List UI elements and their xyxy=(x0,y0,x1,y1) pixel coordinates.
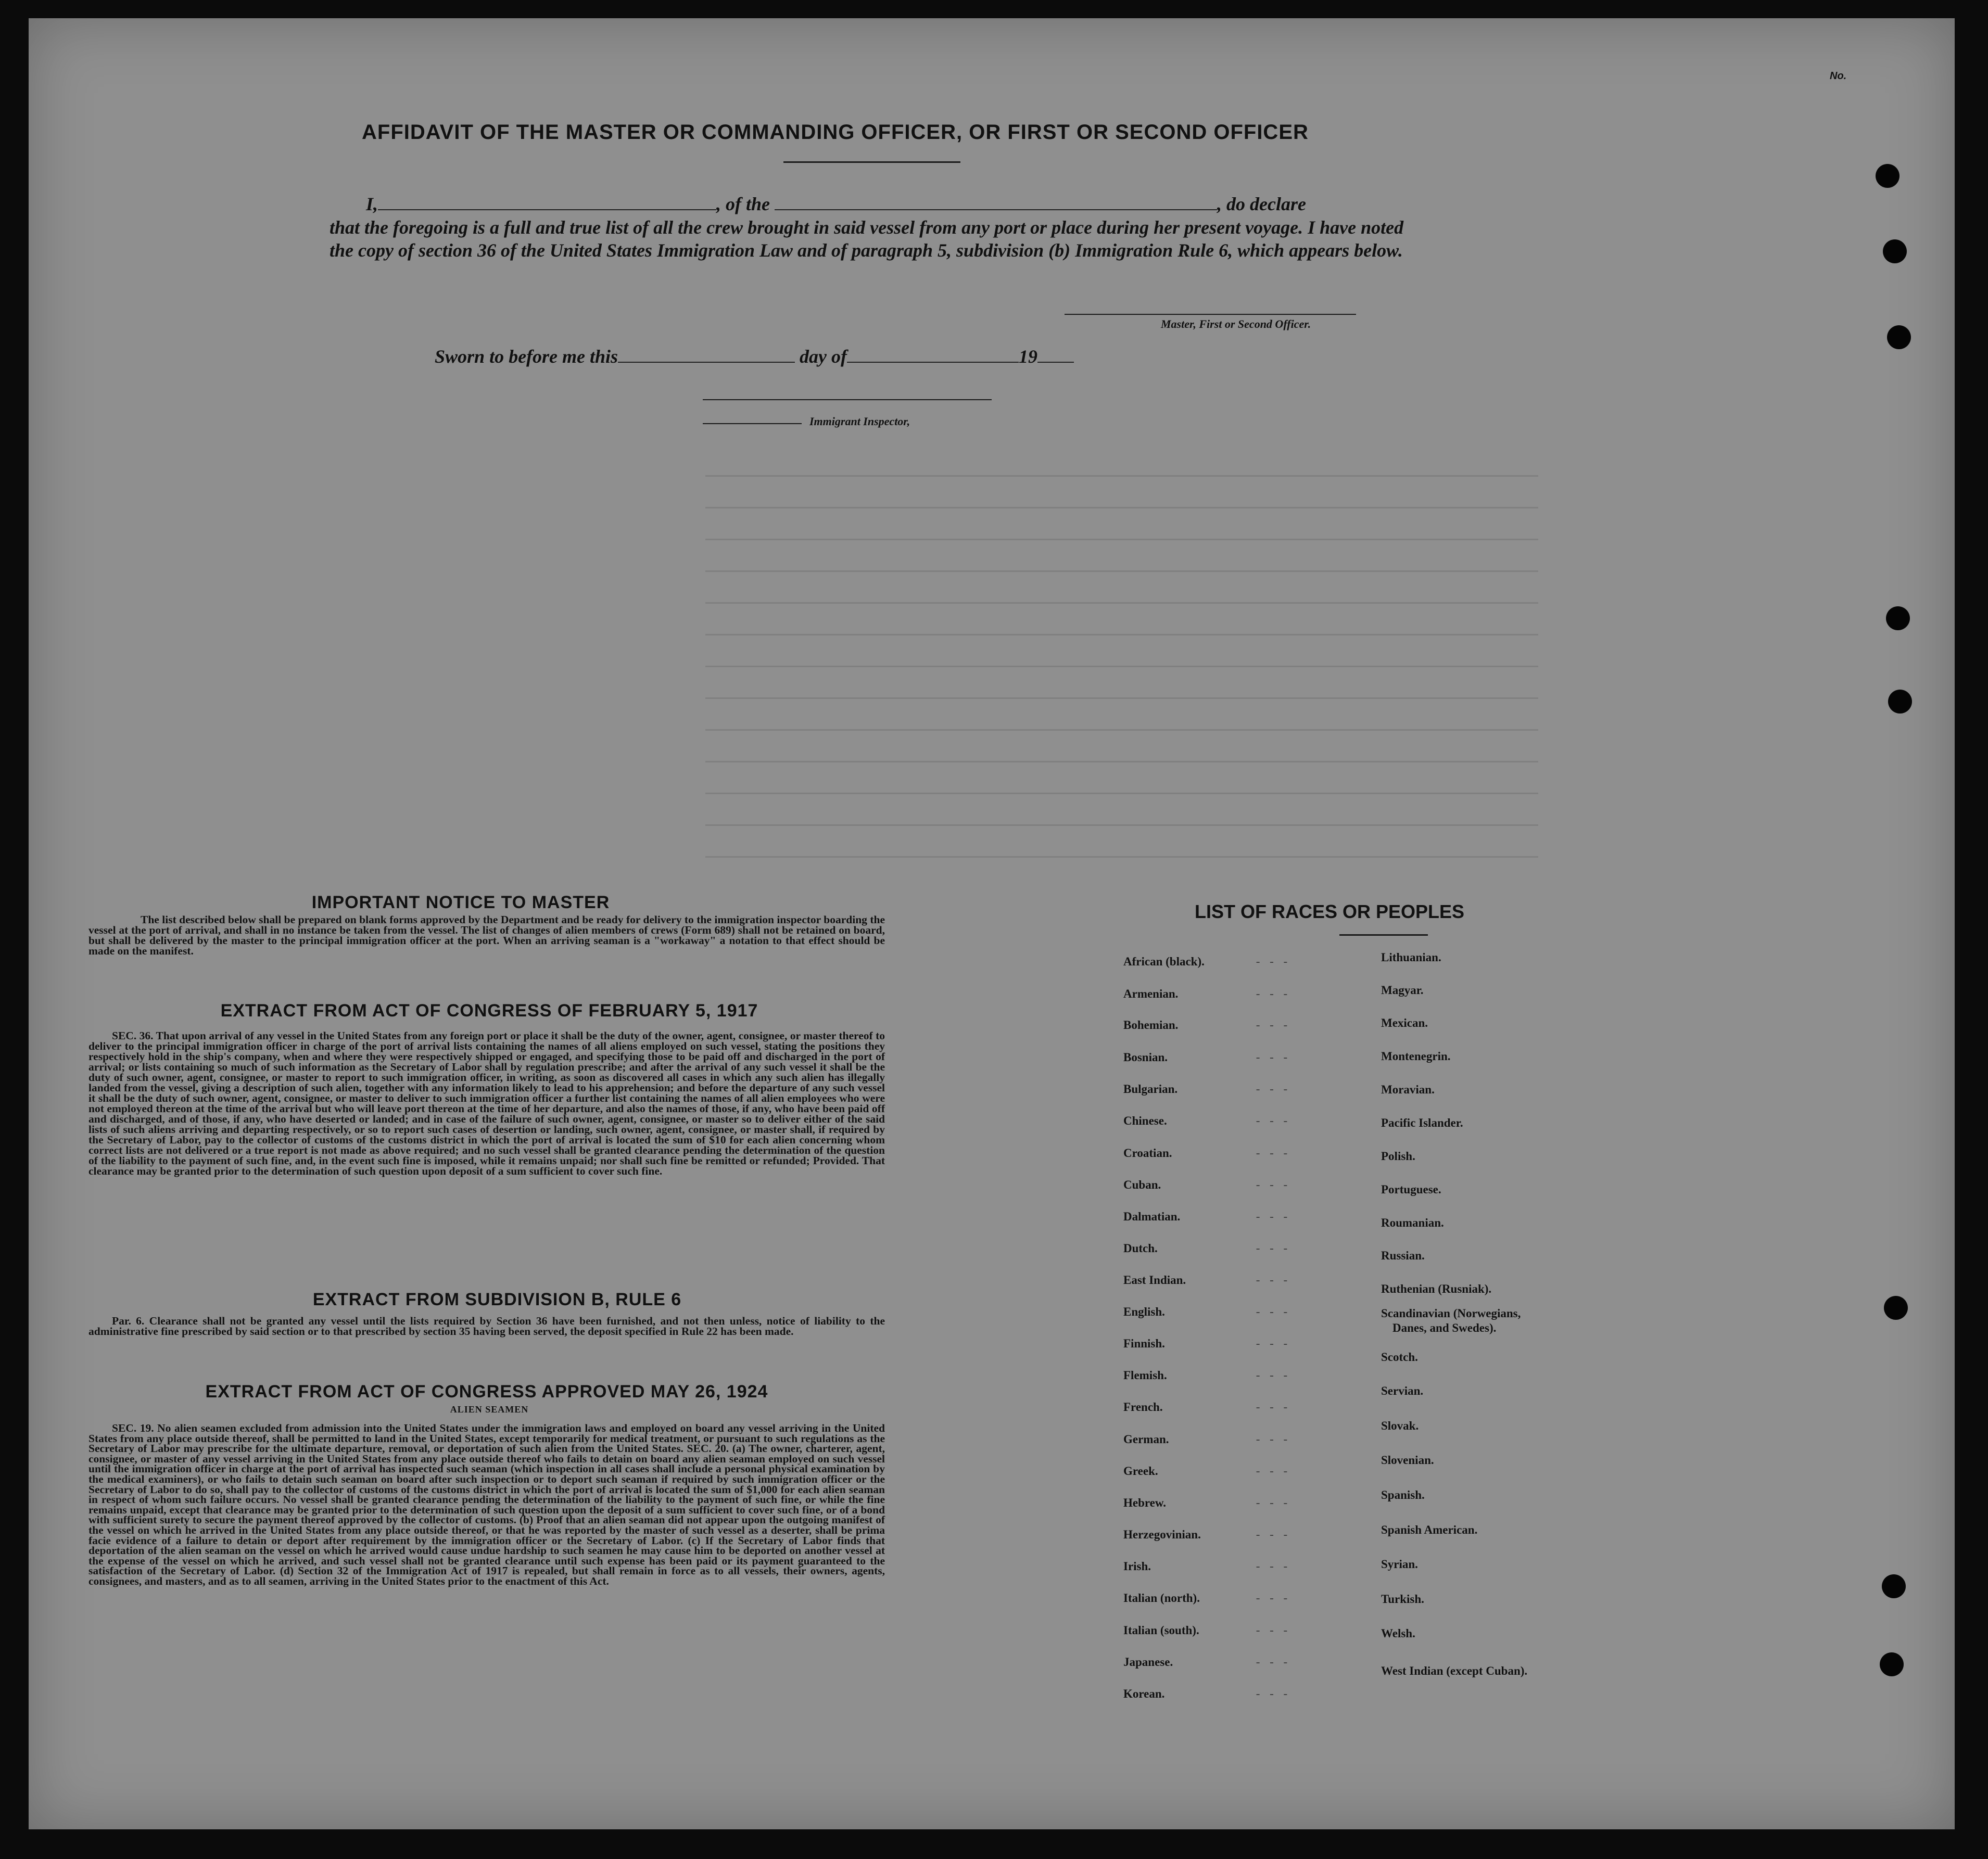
race-item: Moravian. xyxy=(1381,1083,1435,1096)
race-item: Portuguese. xyxy=(1381,1183,1441,1196)
race-scandinavian-continuation: Danes, and Swedes). xyxy=(1392,1321,1497,1334)
leader-dashes: - - - xyxy=(1255,1497,1289,1510)
race-item: Bosnian. xyxy=(1123,1051,1168,1064)
race-item: Dalmatian. xyxy=(1123,1210,1181,1223)
race-item: Herzegovinian. xyxy=(1123,1528,1201,1541)
binder-hole xyxy=(1886,606,1910,630)
race-item: African (black). xyxy=(1123,955,1205,968)
leader-dashes: - - - xyxy=(1255,1529,1289,1542)
leader-dashes: - - - xyxy=(1255,1306,1289,1319)
leader-dashes: - - - xyxy=(1255,1148,1289,1161)
sworn-day-label: day of xyxy=(800,346,847,367)
binder-hole xyxy=(1876,164,1900,188)
leader-dashes: - - - xyxy=(1255,1338,1289,1351)
binder-hole xyxy=(1882,1574,1906,1598)
race-item: East Indian. xyxy=(1123,1274,1186,1287)
sworn-year: 19 xyxy=(1019,346,1038,367)
declare-text: , do declare xyxy=(1217,194,1306,214)
race-item: Mexican. xyxy=(1381,1016,1428,1029)
binder-hole xyxy=(1880,1652,1904,1676)
notice-title: IMPORTANT NOTICE TO MASTER xyxy=(311,893,610,912)
extract-1924-title: EXTRACT FROM ACT OF CONGRESS APPROVED MAY 26, 1924 xyxy=(205,1382,768,1402)
vessel-prefix: , of the xyxy=(716,194,770,214)
signature-line[interactable] xyxy=(1065,314,1356,315)
race-item: Welsh. xyxy=(1381,1627,1415,1640)
race-item: Armenian. xyxy=(1123,987,1179,1000)
document-page xyxy=(29,18,1955,1829)
extract-rule6-text: Par. 6. Clearance shall not be granted any vessel until the lists required by Section 36 have been furnished, and not then unless, notice of liability to the administrative fine prescribed by said section or to that prescribed by section 35 having been served, the deposit specified in Rule 22 has been made. xyxy=(88,1315,885,1338)
sworn-day-field[interactable] xyxy=(618,361,795,363)
race-item: Spanish. xyxy=(1381,1488,1425,1501)
leader-dashes: - - - xyxy=(1255,1115,1289,1128)
leader-dashes: - - - xyxy=(1255,1402,1289,1415)
declarant-prefix: I, xyxy=(366,194,378,214)
extract-rule6-title: EXTRACT FROM SUBDIVISION B, RULE 6 xyxy=(312,1290,682,1309)
binder-hole xyxy=(1887,325,1911,349)
race-item: Russian. xyxy=(1381,1249,1425,1262)
race-item: English. xyxy=(1123,1305,1165,1318)
declarant-name-field[interactable] xyxy=(378,209,716,210)
race-item: Roumanian. xyxy=(1381,1216,1444,1229)
form-number-label: No. xyxy=(1830,70,1847,82)
race-item: Hebrew. xyxy=(1123,1496,1166,1509)
races-title: LIST OF RACES OR PEOPLES xyxy=(1195,901,1465,922)
race-item: Slovak. xyxy=(1381,1419,1419,1432)
inspector-caption: Immigrant Inspector, xyxy=(809,415,910,428)
signature-caption: Master, First or Second Officer. xyxy=(1161,317,1311,330)
binder-hole xyxy=(1888,690,1912,714)
race-item: Dutch. xyxy=(1123,1242,1158,1255)
race-item: Polish. xyxy=(1381,1150,1415,1163)
leader-dashes: - - - xyxy=(1255,1688,1289,1701)
race-item: Cuban. xyxy=(1123,1178,1161,1191)
leader-dashes: - - - xyxy=(1255,1657,1289,1670)
race-item: Irish. xyxy=(1123,1560,1151,1573)
leader-dashes: - - - xyxy=(1255,988,1289,1001)
extract-1917-text: SEC. 36. That upon arrival of any vessel in the United States from any foreign port or place it shall be the duty of the owner, agent, consignee, or master thereof to deliver to the principal immigration officer in charge of the port of arrival lists containing the names of all aliens employed on such vessel, stating the positions they respectively hold in the ship's company, when and where they were respectively shipped or engaged, and specifying those to be paid off and discharged in the port of arrival; or lists containing so much of such information as the Secretary of Labor shall by regulation prescribe; and after the arrival of any such vessel it shall be the duty of such owner, agent, consignee, or master to report to such immigration officer, in writing, as soon as discovered all cases in which any such alien has illegally landed from the vessel, giving a description of such alien, together with any information likely to lead to his apprehension; and before the departure of any such vessel it shall be the duty of such owner, agent, consignee, or master to deliver to such immigration officer a further list containing the names of all alien employees who were not employed thereon at the time of the arrival but who will leave port thereon at the time of her departure, and also the names of those, if any, who have been paid off and discharged, and of those, if any, who have deserted or landed; and in case of the failure of such owner, agent, consignee, or master so to deliver either of the said lists of such aliens arriving and departing respectively, or so to report such cases of desertion or landing, such owner, agent, consignee, or master shall, if required by the Secretary of Labor, pay to the collector of customs of the customs district in which the port of arrival is located the sum of $10 for each alien concerning whom correct lists are not delivered or a true report is not made as above required; and no such vessel shall be granted clearance pending the determination of the question of the liability to the payment of such fine, and, in the event such fine is imposed, while it remains unpaid; nor shall such fine be remitted or refunded; Provided. That clearance may be granted prior to the determination of such question upon deposit of a sum sufficient to cover such fine. xyxy=(88,1029,885,1177)
inspector-line-short xyxy=(703,423,802,424)
affidavit-title: AFFIDAVIT OF THE MASTER OR COMMANDING OFFICER, OR FIRST OR SECOND OFFICER xyxy=(362,121,1309,144)
race-item: Bulgarian. xyxy=(1123,1083,1178,1096)
race-item: West Indian (except Cuban). xyxy=(1381,1664,1528,1677)
race-item: Pacific Islander. xyxy=(1381,1116,1463,1129)
bleed-through-marks xyxy=(705,445,1538,872)
sworn-prefix: Sworn to before me this xyxy=(435,346,618,367)
race-item: Montenegrin. xyxy=(1381,1050,1451,1063)
binder-hole xyxy=(1884,1296,1908,1320)
declaration-first-line xyxy=(366,193,1407,215)
leader-dashes: - - - xyxy=(1255,1370,1289,1383)
race-item: Finnish. xyxy=(1123,1337,1165,1350)
leader-dashes: - - - xyxy=(1255,1275,1289,1288)
race-item: Chinese. xyxy=(1123,1114,1167,1127)
race-item: French. xyxy=(1123,1400,1163,1414)
leader-dashes: - - - xyxy=(1255,1211,1289,1224)
race-item: Magyar. xyxy=(1381,984,1424,997)
vessel-name-field[interactable] xyxy=(775,209,1217,210)
race-item: Turkish. xyxy=(1381,1593,1424,1606)
notice-text: The list described below shall be prepared on blank forms approved by the Department and be ready for delivery to the immigration inspector boarding the vessel at the port of arrival, and shall in no instance be taken from the vessel. The list of changes of alien members of crews (Form 689) shall not be retained on board, but shall be delivered by the master to the principal immigration officer at the port. When an arriving seaman is a "workaway" a notation to that effect should be made on the manifest. xyxy=(88,913,885,957)
sworn-line xyxy=(435,345,1163,368)
race-item: Flemish. xyxy=(1123,1369,1167,1382)
race-item: Servian. xyxy=(1381,1384,1424,1397)
title-underline xyxy=(783,161,960,163)
race-item: Bohemian. xyxy=(1123,1018,1179,1032)
binder-hole xyxy=(1883,239,1907,263)
leader-dashes: - - - xyxy=(1255,1179,1289,1192)
leader-dashes: - - - xyxy=(1255,1020,1289,1033)
race-item: Greek. xyxy=(1123,1465,1158,1478)
leader-dashes: - - - xyxy=(1255,1625,1289,1638)
race-item: Syrian. xyxy=(1381,1558,1418,1571)
leader-dashes: - - - xyxy=(1255,956,1289,969)
leader-dashes: - - - xyxy=(1255,1084,1289,1097)
race-item: Slovenian. xyxy=(1381,1454,1434,1467)
sworn-month-field[interactable] xyxy=(847,361,1019,363)
extract-1924-subtitle: ALIEN SEAMEN xyxy=(450,1404,529,1415)
leader-dashes: - - - xyxy=(1255,1243,1289,1256)
extract-1924-text: SEC. 19. No alien seamen excluded from admission into the United States under the immigration laws and employed on board any vessel arriving in the United States from any place outside thereof, shall be permitted to land in the United States, except temporarily for medical treatment, or pursuant to such regulations as the Secretary of Labor may prescribe for the ultimate departure, removal, or deportation of such alien from the United States. SEC. 20. (a) The owner, charterer, agent, consignee, or master of any vessel arriving in the United States from any place outside thereof who fails to detain on board any alien seaman employed on such vessel until the immigration officer in charge at the port of arrival has inspected such seaman (which inspection in all cases shall include a personal physical examination by the medical examiners), or who fails to detain such seaman on board after such inspection or to deport such seaman if required by such immigration officer or the Secretary of Labor to do so, shall pay to the collector of customs of the customs district in which the port of arrival is located the sum of $1,000 for each alien seaman in respect of whom such failure occurs. No vessel shall be granted clearance pending the determination of the liability to the payment of such fine, or while the fine remains unpaid, except that clearance may be granted prior to the determination of such question upon the deposit of a sum sufficient to cover such fine, or of a bond with sufficient surety to secure the payment thereof approved by the collector of customs. (b) Proof that an alien seaman did not appear upon the outgoing manifest of the vessel on which he arrived in the United States from any place outside thereof, or that he was reported by the master of such vessel as a deserter, shall be prima facie evidence of a failure to detain or deport after requirement by the immigration officer or the Secretary of Labor. (c) If the Secretary of Labor finds that deportation of the alien seaman on the vessel on which he arrived would cause undue hardship to such seamen he may cause him to be deported on another vessel at the expense of the vessel on which he arrived, and such vessel shall not be granted clearance until such expense has been paid or its payment guaranteed to the satisfaction of the Secretary of Labor. (d) Section 32 of the Immigration Act of 1917 is repealed, but shall remain in force as to all vessels, their owners, agents, consignees, and masters, and as to all seamen, arriving in the United States prior to the enactment of this Act. xyxy=(88,1422,885,1587)
race-item: Korean. xyxy=(1123,1687,1165,1700)
race-item: Ruthenian (Rusniak). xyxy=(1381,1282,1492,1295)
extract-1917-title: EXTRACT FROM ACT OF CONGRESS OF FEBRUARY 5, 1917 xyxy=(220,1001,758,1021)
race-item: Scandinavian (Norwegians, xyxy=(1381,1307,1521,1320)
declaration-body: that the foregoing is a full and true list of all the crew brought in said vessel from any port or place during her present voyage. I have noted the copy of section 36 of the United States Immigration Law and of paragraph 5, subdivision (b) Immigration Rule 6, which appears below. xyxy=(330,217,1404,261)
race-item: Spanish American. xyxy=(1381,1523,1478,1536)
inspector-signature-line[interactable] xyxy=(703,399,992,400)
race-item: Italian (north). xyxy=(1123,1591,1200,1605)
race-item: Croatian. xyxy=(1123,1147,1172,1160)
leader-dashes: - - - xyxy=(1255,1052,1289,1065)
leader-dashes: - - - xyxy=(1255,1593,1289,1606)
leader-dashes: - - - xyxy=(1255,1466,1289,1479)
race-item: Japanese. xyxy=(1123,1656,1173,1669)
leader-dashes: - - - xyxy=(1255,1561,1289,1574)
race-item: Italian (south). xyxy=(1123,1624,1199,1637)
leader-dashes: - - - xyxy=(1255,1434,1289,1447)
races-title-underline xyxy=(1339,934,1428,936)
race-item: German. xyxy=(1123,1433,1169,1446)
race-item: Lithuanian. xyxy=(1381,951,1441,964)
sworn-year-field[interactable] xyxy=(1037,361,1074,363)
race-item: Scotch. xyxy=(1381,1351,1418,1364)
